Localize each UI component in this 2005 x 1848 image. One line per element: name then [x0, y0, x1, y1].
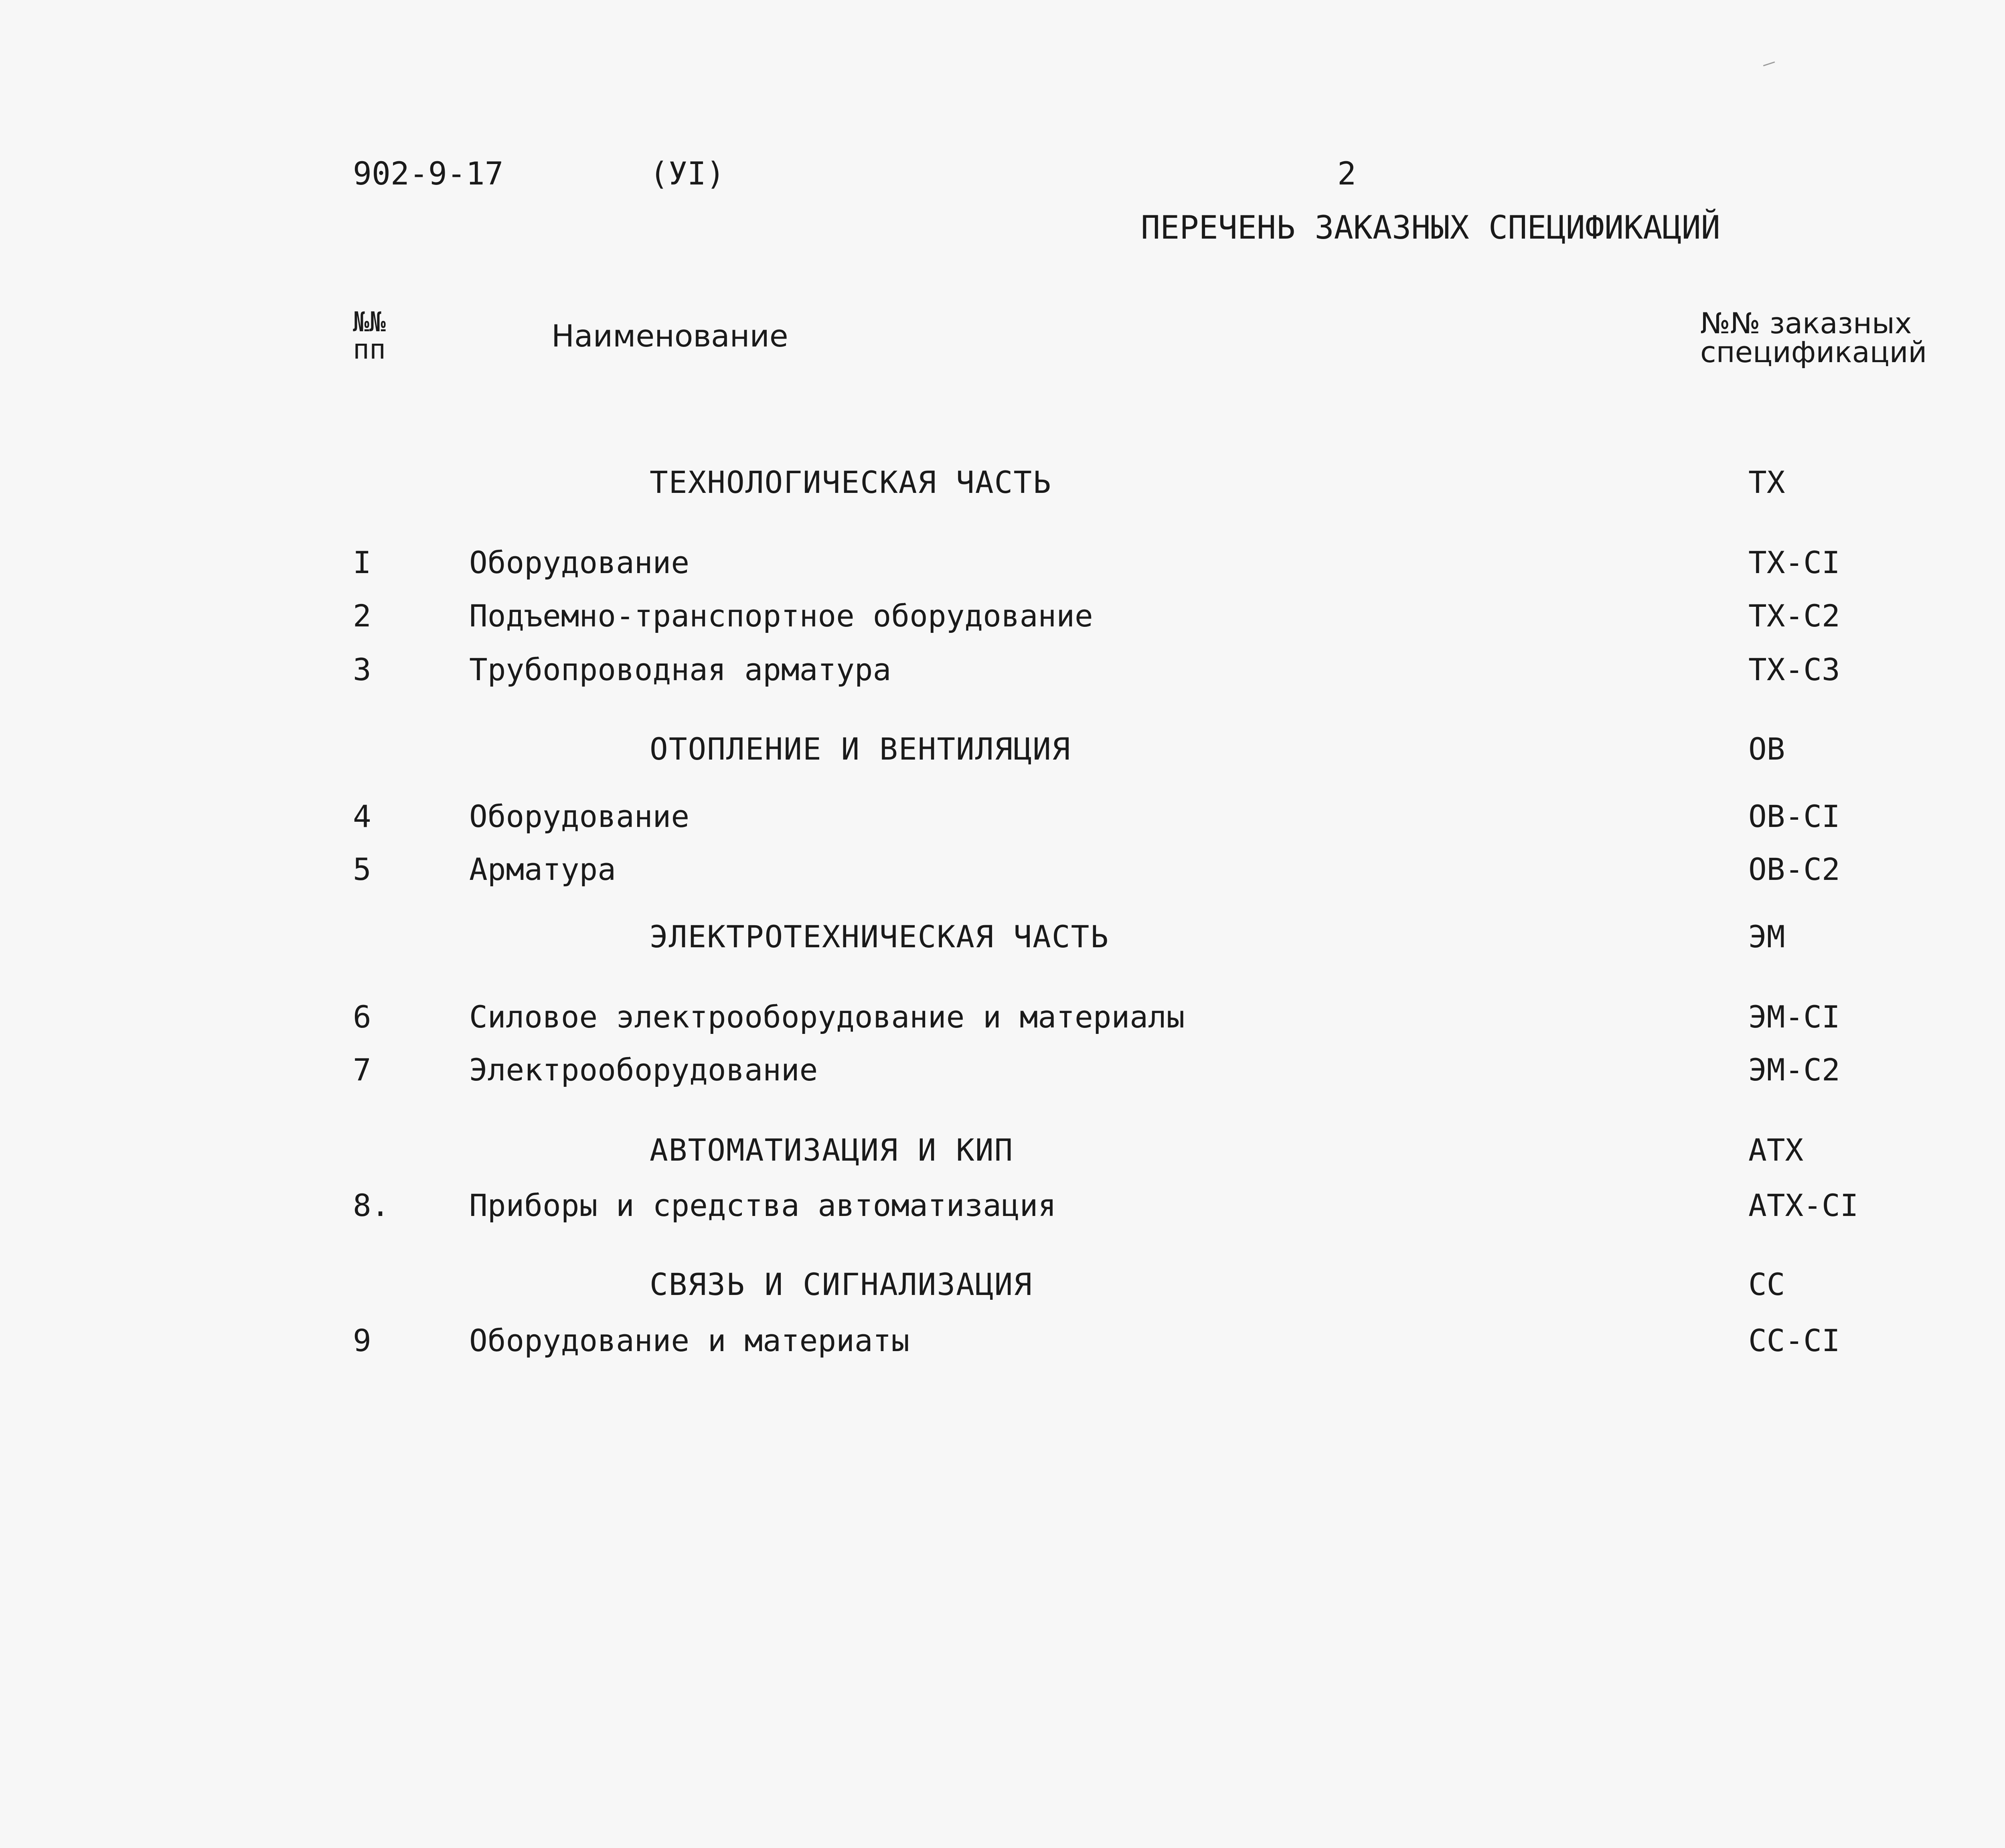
row-code: АТХ-СI: [1748, 1187, 1859, 1223]
row-code: ТХ-С3: [1748, 652, 1840, 687]
row-name: Арматура: [469, 851, 616, 887]
row-code: ЭМ-СI: [1748, 999, 1840, 1035]
row-name: Оборудование: [469, 798, 690, 834]
row-code: ОВ-С2: [1748, 851, 1840, 887]
row-name: Оборудование и материаты: [469, 1323, 910, 1358]
row-number: 8.: [353, 1187, 390, 1223]
section-title: ОТОПЛЕНИЕ И ВЕНТИЛЯЦИЯ: [650, 731, 1071, 767]
column-header-nr: №№ пп: [353, 306, 386, 365]
row-number: 6: [353, 999, 371, 1035]
section-code: ОВ: [1748, 731, 1785, 767]
document-number: 902-9-17: [353, 156, 504, 192]
column-header-code: №№ заказных спецификаций: [1700, 306, 1927, 369]
column-header-name: Наименование: [551, 318, 788, 354]
album-number: (УI): [650, 156, 725, 192]
scan-mark: [1762, 58, 1775, 67]
page-title: ПЕРЕЧЕНЬ ЗАКАЗНЫХ СПЕЦИФИКАЦИЙ: [1141, 209, 1720, 246]
row-code: ОВ-СI: [1748, 798, 1840, 834]
row-number: I: [353, 545, 371, 580]
section-title: ЭЛЕКТРОТЕХНИЧЕСКАЯ ЧАСТЬ: [650, 919, 1110, 954]
section-code: ТХ: [1748, 464, 1785, 500]
row-code: СС-СI: [1748, 1323, 1840, 1358]
row-name: Оборудование: [469, 545, 690, 580]
row-code: ТХ-СI: [1748, 545, 1840, 580]
row-number: 5: [353, 851, 371, 887]
row-number: 3: [353, 652, 371, 687]
row-name: Трубопроводная арматура: [469, 652, 891, 687]
section-code: СС: [1748, 1266, 1785, 1302]
row-name: Силовое электрооборудование и материалы: [469, 999, 1185, 1035]
row-number: 9: [353, 1323, 371, 1358]
section-code: АТХ: [1748, 1132, 1804, 1168]
section-title: СВЯЗЬ И СИГНАЛИЗАЦИЯ: [650, 1266, 1033, 1302]
row-name: Приборы и средства автоматизация: [469, 1187, 1057, 1223]
section-code: ЭМ: [1748, 919, 1785, 954]
row-code: ТХ-С2: [1748, 598, 1840, 634]
row-number: 4: [353, 798, 371, 834]
section-title: АВТОМАТИЗАЦИЯ И КИП: [650, 1132, 1014, 1168]
row-name: Подъемно-транспортное оборудование: [469, 598, 1093, 634]
page-number: 2: [1337, 156, 1356, 192]
row-number: 7: [353, 1052, 371, 1088]
section-title: ТЕХНОЛОГИЧЕСКАЯ ЧАСТЬ: [650, 464, 1052, 500]
row-number: 2: [353, 598, 371, 634]
row-name: Электрооборудование: [469, 1052, 818, 1088]
row-code: ЭМ-С2: [1748, 1052, 1840, 1088]
